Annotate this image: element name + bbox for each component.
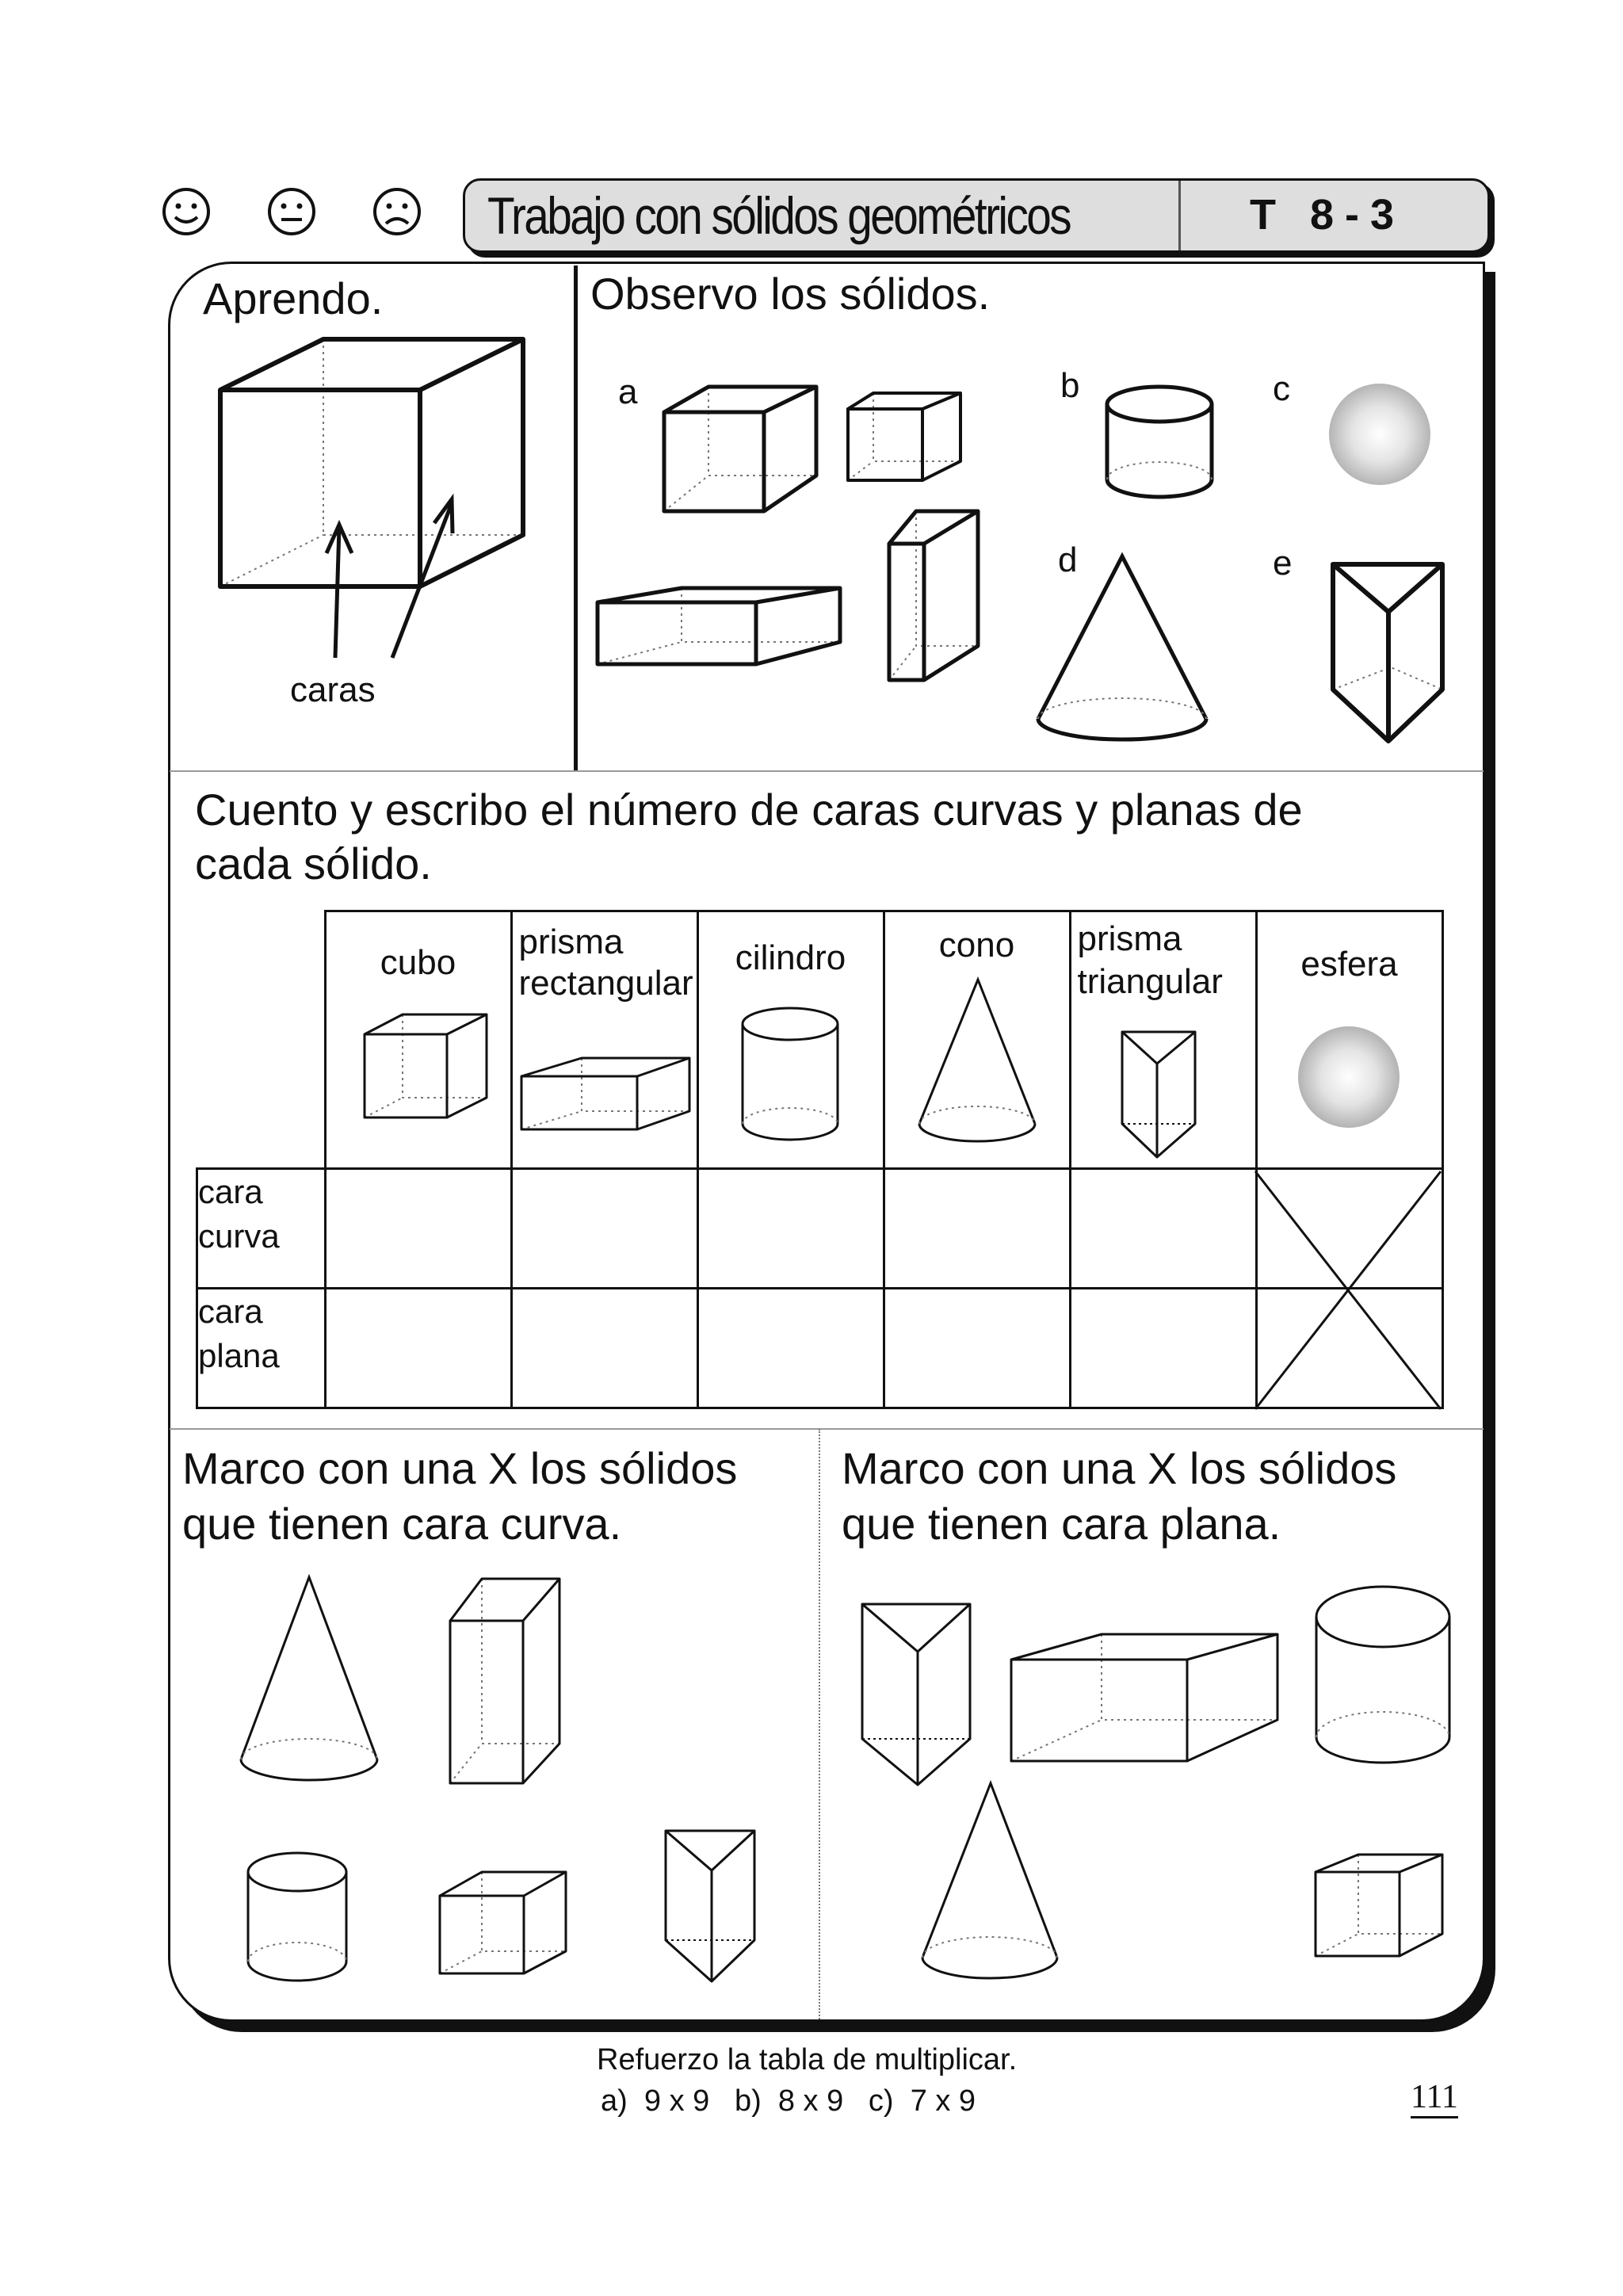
column-label-line1: prisma xyxy=(1077,919,1182,958)
page-title: Trabajo con sólidos geométricos xyxy=(487,186,1071,245)
label-e: e xyxy=(1273,544,1293,583)
mark-flat-line2: que tienen cara plana. xyxy=(842,1499,1281,1549)
column-label: cono xyxy=(938,926,1015,965)
curved-cone[interactable] xyxy=(241,1577,377,1780)
row-label-line1: cara xyxy=(198,1173,263,1210)
column-label-line1: prisma xyxy=(518,923,624,961)
curved-triangular-prism[interactable] xyxy=(666,1831,754,1981)
column-label: cubo xyxy=(380,943,456,982)
label-b: b xyxy=(1060,366,1080,405)
column-label-line2: rectangular xyxy=(518,964,693,1003)
curved-cube[interactable] xyxy=(440,1872,566,1973)
faces-label: caras xyxy=(290,670,376,709)
observe-heading: Observo los sólidos. xyxy=(590,269,991,319)
reinforce-instruction: Refuerzo la tabla de multiplicar. xyxy=(597,2043,1018,2076)
row-label-line2: curva xyxy=(198,1217,280,1255)
curved-tall-prism[interactable] xyxy=(450,1579,559,1783)
label-d: d xyxy=(1058,541,1078,579)
flat-cone[interactable] xyxy=(922,1783,1057,1978)
mark-curved-line2: que tienen cara curva. xyxy=(182,1499,622,1549)
flat-cylinder[interactable] xyxy=(1316,1587,1449,1763)
flat-cube[interactable] xyxy=(1316,1855,1442,1956)
lesson-code: T 8-3 xyxy=(1250,191,1406,239)
count-instruction-line1: Cuento y escribo el número de caras curvas y planas de xyxy=(195,785,1303,835)
row-label-line1: cara xyxy=(198,1293,263,1330)
curved-cylinder[interactable] xyxy=(248,1853,346,1981)
flat-triangular-prism[interactable] xyxy=(862,1604,970,1785)
row-label-line2: plana xyxy=(198,1337,280,1374)
column-label: cilindro xyxy=(735,938,846,977)
page-number: 111 xyxy=(1411,2078,1458,2118)
column-label: esfera xyxy=(1300,945,1398,984)
label-a: a xyxy=(618,372,638,411)
learn-heading: Aprendo. xyxy=(203,273,384,323)
multiplication-exercises: a) 9 x 9 b) 8 x 9 c) 7 x 9 xyxy=(601,2084,976,2118)
column-label-line2: triangular xyxy=(1077,962,1223,1001)
label-c: c xyxy=(1273,369,1290,408)
mark-curved-line1: Marco con una X los sólidos xyxy=(182,1443,738,1493)
count-instruction-line2: cada sólido. xyxy=(195,839,432,888)
flat-rectangular-prism[interactable] xyxy=(1011,1634,1277,1761)
mark-flat-line1: Marco con una X los sólidos xyxy=(842,1443,1397,1493)
